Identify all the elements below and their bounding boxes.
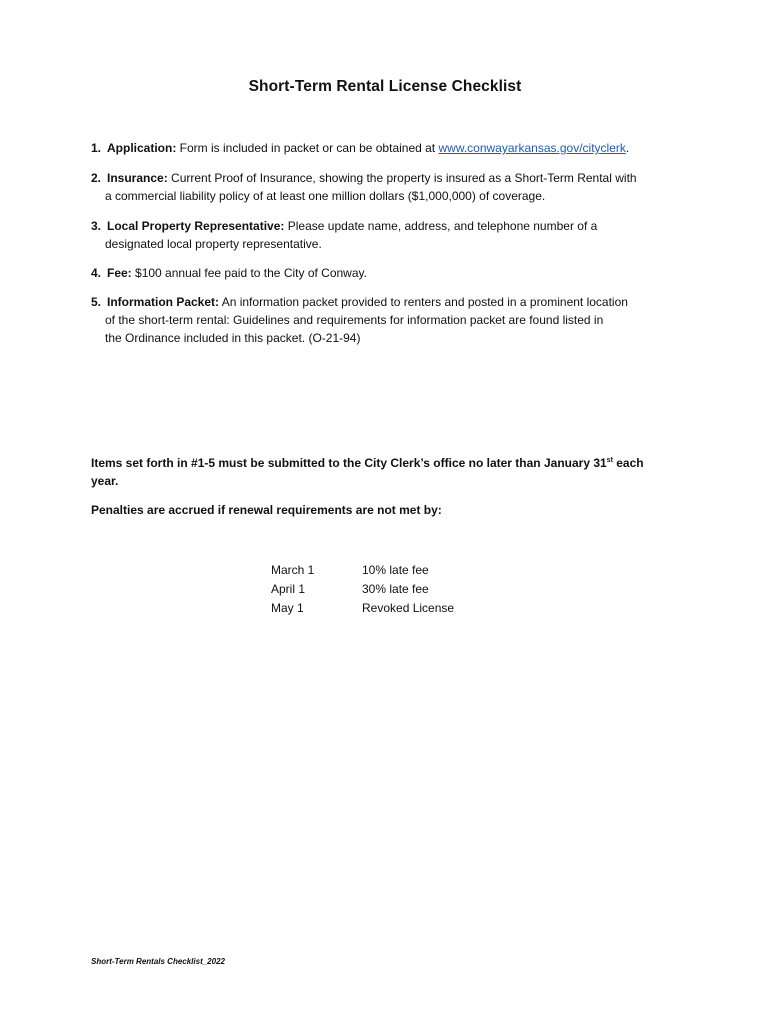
- item-number: 2.: [91, 171, 102, 185]
- penalty-value: Revoked License: [362, 601, 455, 615]
- item-label: Information Packet:: [107, 295, 220, 309]
- item-text-end: .: [625, 141, 630, 155]
- penalty-value: 30% late fee: [362, 582, 429, 596]
- item-label: Insurance:: [107, 171, 168, 185]
- penalty-date: May 1: [271, 601, 304, 615]
- deadline-text-end: each year.: [91, 456, 644, 488]
- item-label: Fee:: [107, 266, 132, 280]
- item-text-continued: designated local property representative.: [105, 237, 322, 251]
- item-text-continued: a commercial liability policy of at least one million dollars ($1,000,000) of coverage.: [105, 189, 546, 203]
- checklist-item-local-representative: [91, 217, 671, 253]
- item-label: Application:: [107, 141, 177, 155]
- item-number: 5.: [91, 295, 102, 309]
- checklist-item-application: [91, 139, 671, 157]
- checklist-item-insurance: [91, 169, 671, 205]
- penalty-date: April 1: [271, 582, 306, 596]
- penalty-date: March 1: [271, 563, 315, 577]
- item-text: $100 annual fee paid to the City of Conway.: [131, 266, 367, 280]
- deadline-notice: [91, 454, 671, 490]
- item-number: 3.: [91, 219, 102, 233]
- item-text: Form is included in packet or can be obtained at: [176, 141, 439, 155]
- item-number: 1.: [91, 141, 102, 155]
- item-number: 4.: [91, 266, 102, 280]
- penalty-value: 10% late fee: [362, 563, 429, 577]
- penalty-row: [271, 580, 454, 599]
- checklist-item-fee: [91, 264, 671, 282]
- item-text-continued-2: the Ordinance included in this packet. (O-21-94): [105, 331, 361, 345]
- page-footer: Short-Term Rentals Checklist_2022: [91, 957, 225, 966]
- item-label: Local Property Representative:: [107, 219, 285, 233]
- penalties-table: [271, 561, 454, 618]
- item-text: Please update name, address, and telephone number of a: [284, 219, 598, 233]
- city-clerk-link[interactable]: www.conwayarkansas.gov/cityclerk: [438, 141, 626, 155]
- deadline-text: Items set forth in #1-5 must be submitted to the City Clerk’s office no later than January 31: [91, 456, 607, 470]
- checklist-item-information-packet: [91, 293, 671, 347]
- penalties-heading: Penalties are accrued if renewal requirements are not met by:: [91, 503, 442, 517]
- item-text: Current Proof of Insurance, showing the property is insured as a Short-Term Rental with: [167, 171, 637, 185]
- penalty-row: [271, 599, 454, 618]
- page-title: Short-Term Rental License Checklist: [248, 78, 522, 95]
- item-text-continued: of the short-term rental: Guidelines and requirements for information packet are found listed in: [105, 313, 604, 327]
- deadline-superscript: st: [606, 457, 613, 464]
- item-text: An information packet provided to renters and posted in a prominent location: [219, 295, 628, 309]
- penalty-row: [271, 561, 454, 580]
